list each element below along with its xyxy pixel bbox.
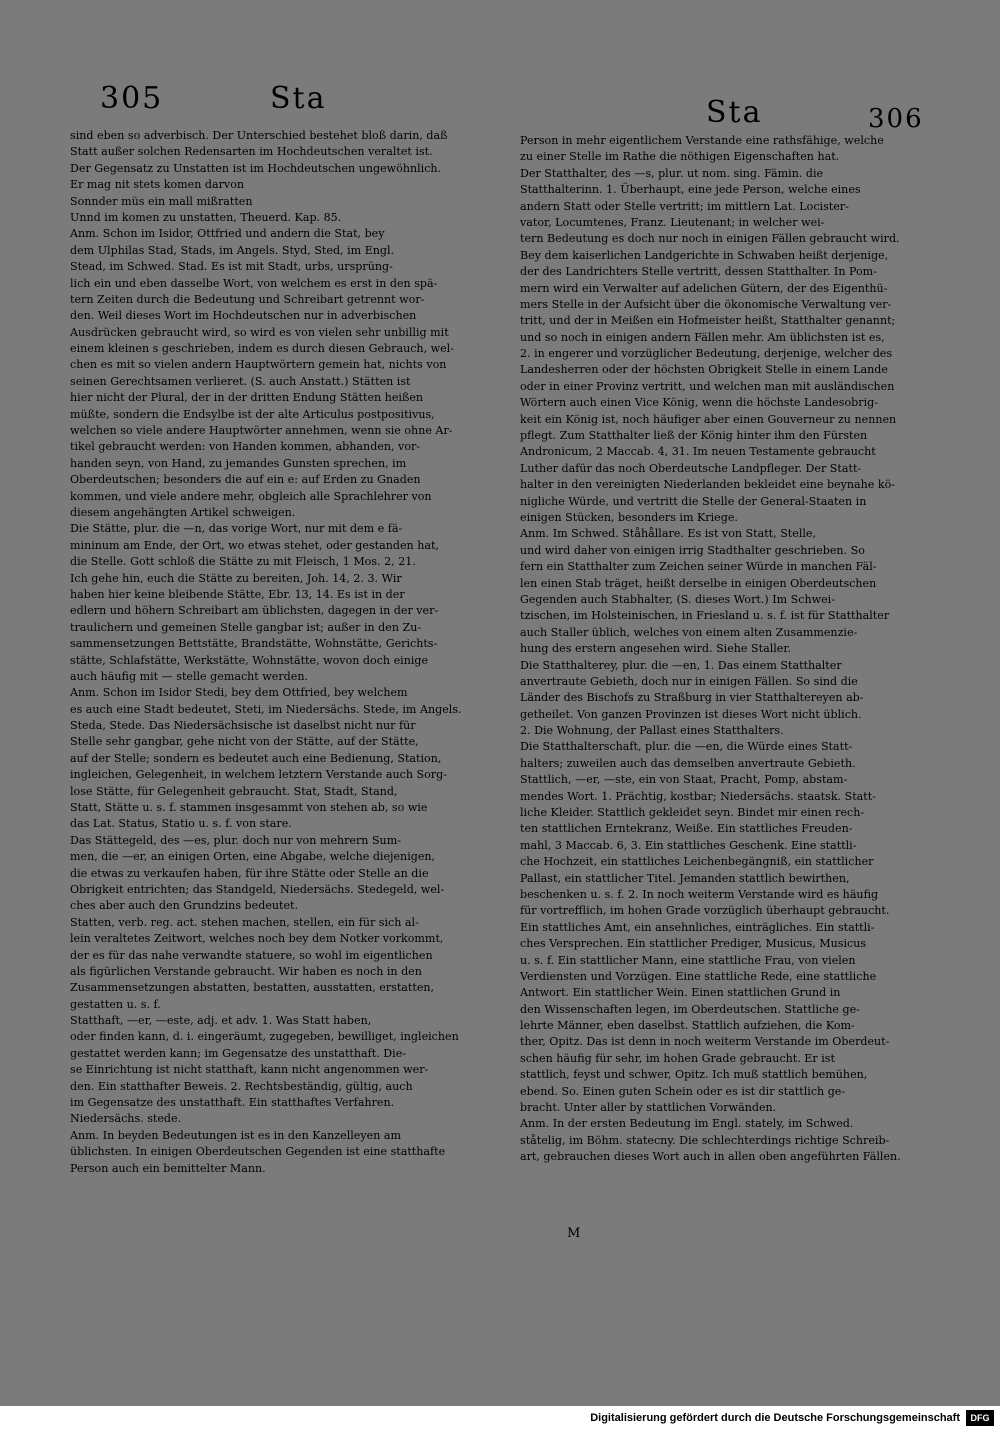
text-column-right — [520, 133, 920, 1249]
text-line: Die Statthalterey, plur. die —en, 1. Das einem Statthalter — [520, 658, 842, 672]
text-line: Pallast, ein stattlicher Titel. Jemanden stattlich bewirthen, — [520, 871, 850, 885]
text-line: Landesherren oder der höchsten Obrigkeit Stelle in einem Lande — [520, 363, 888, 377]
text-line: und so noch in einigen andern Fällen mehr. Am üblichsten ist es, — [520, 330, 885, 344]
running-head-left: Sta — [270, 81, 327, 116]
text-line: ther, Opitz. Das ist denn in noch weiterm Verstande im Oberdeut- — [520, 1035, 890, 1049]
text-line: gestatten u. s. f. — [70, 997, 161, 1011]
text-line: Ausdrücken gebraucht wird, so wird es von vielen sehr unbillig mit — [70, 325, 449, 339]
text-line: Anm. Im Schwed. Ståhållare. Es ist von Statt, Stelle, — [520, 527, 817, 541]
text-line: welchen so viele andere Hauptwörter annehmen, wenn sie ohne Ar- — [70, 424, 453, 438]
text-line: lose Stätte, für Gelegenheit gebraucht. Stat, Stadt, Stand, — [70, 784, 398, 798]
text-line: beschenken u. s. f. 2. In noch weiterm Verstande wird es häufig — [520, 887, 879, 901]
text-line: Niedersächs. stede. — [70, 1112, 182, 1126]
dfg-logo: DFG — [966, 1410, 994, 1426]
text-line: edlern und höhern Schreibart am üblichsten, dagegen in der ver- — [70, 604, 439, 618]
text-line: Der Statthalter, des —s, plur. ut nom. sing. Fämin. die — [520, 166, 824, 180]
text-line: Statthaft, —er, —este, adj. et adv. 1. Was Statt haben, — [70, 1014, 372, 1028]
text-line: tritt, und der in Meißen ein Hofmeister heißt, Statthalter genannt; — [520, 314, 896, 328]
text-line: lehrte Männer, eben daselbst. Stattlich aufziehen, die Kom- — [520, 1019, 855, 1033]
text-line: Anm. Schon im Isidor Stedi, bey dem Ottfried, bey welchem — [70, 686, 408, 700]
text-line: ebend. So. Einen guten Schein oder es ist dir stattlich ge- — [520, 1084, 846, 1098]
text-line: mahl, 3 Maccab. 6, 3. Ein stattliches Geschenk. Eine stattli- — [520, 838, 857, 852]
text-line: Zusammensetzungen abstatten, bestatten, ausstatten, erstatten, — [70, 981, 435, 995]
text-line: Statt außer solchen Redensarten im Hochdeutschen veraltet ist. — [70, 145, 433, 159]
text-line: den. Weil dieses Wort im Hochdeutschen nur in adverbischen — [70, 309, 417, 323]
text-line: nigliche Würde, und vertritt die Stelle der General-Staaten in — [520, 494, 867, 508]
text-line: hier nicht der Plural, der in der dritten Endung Stätten heißen — [70, 391, 424, 405]
text-line: Wörtern auch einen Vice König, wenn die höchste Landesobrig- — [520, 396, 878, 410]
text-line: ståtelig, im Böhm. statecny. Die schlechterdings richtige Schreib- — [520, 1133, 890, 1147]
text-line: mern wird ein Verwalter auf adelichen Gütern, der des Eigenthü- — [520, 281, 888, 295]
text-line: kommen, und viele andere mehr, obgleich alle Sprachlehrer von — [70, 489, 432, 503]
text-line: bracht. Unter aller by stattlichen Vorwänden. — [520, 1101, 777, 1115]
text-line: es auch eine Stadt bedeutet, Steti, im Niedersächs. Stede, im Angels. — [70, 702, 462, 716]
text-line: der des Landrichters Stelle vertritt, dessen Statthalter. In Pom- — [520, 265, 877, 279]
text-line: die etwas zu verkaufen haben, für ihre Stätte oder Stelle an die — [70, 866, 429, 880]
text-line: im Gegensatze des unstatthaft. Ein statthaftes Verfahren. — [70, 1096, 395, 1110]
text-line: müßte, sondern die Endsylbe ist der alte Articulus postpositivus, — [70, 407, 435, 421]
text-line: Ich gehe hin, euch die Stätte zu bereiten, Joh. 14, 2. 3. Wir — [70, 571, 402, 585]
text-line: haben hier keine bleibende Stätte, Ebr. 13, 14. Es ist in der — [70, 587, 405, 601]
text-line: se Einrichtung ist nicht statthaft, kann nicht angenommen wer- — [70, 1063, 429, 1077]
text-line: fern ein Statthalter zum Zeichen seiner Würde in manchen Fäl- — [520, 560, 877, 574]
text-line: halter in den vereinigten Niederlanden bekleidet eine beynahe kö- — [520, 478, 896, 492]
text-line: Der Gegensatz zu Unstatten ist im Hochdeutschen ungewöhnlich. — [70, 161, 442, 175]
text-line: Statten, verb. reg. act. stehen machen, stellen, ein für sich al- — [70, 915, 419, 929]
text-line: art, gebrauchen dieses Wort auch in allen oben angeführten Fällen. — [520, 1150, 901, 1164]
text-line: Obrigkeit entrichten; das Standgeld, Niedersächs. Stedegeld, wel- — [70, 882, 445, 896]
text-line: Oberdeutschen; besonders die auf ein e: auf Erden zu Gnaden — [70, 473, 421, 487]
text-line: oder in einer Provinz vertritt, und welchen man mit ausländischen — [520, 379, 895, 393]
text-line: den Wissenschaften legen, im Oberdeutschen. Stattliche ge- — [520, 1002, 860, 1016]
text-line: Anm. In beyden Bedeutungen ist es in den Kanzelleyen am — [70, 1128, 401, 1142]
page-number-right: 306 — [868, 104, 924, 134]
running-head-right: Sta — [706, 95, 763, 130]
text-line: auch Staller üblich, welches von einem alten Zusammenzie- — [520, 625, 858, 639]
text-line: die Stelle. Gott schloß die Stätte zu mit Fleisch, 1 Mos. 2, 21. — [70, 555, 416, 569]
text-line: keit ein König ist, noch häufiger aber einen Gouverneur zu nennen — [520, 412, 897, 426]
text-line: stattlich, feyst und schwer, Opitz. Ich muß stattlich bemühen, — [520, 1068, 868, 1082]
text-line: mendes Wort. 1. Prächtig, kostbar; Niedersächs. staatsk. Statt- — [520, 789, 876, 803]
text-line: pflegt. Zum Statthalter ließ der König hinter ihm den Fürsten — [520, 429, 868, 443]
text-line: hung des erstern angesehen wird. Siehe Staller. — [520, 642, 791, 656]
text-line: Verdiensten und Vorzügen. Eine stattliche Rede, eine stattliche — [520, 969, 877, 983]
footer-bar — [0, 1406, 1000, 1432]
text-line: vator, Locumtenes, Franz. Lieutenant; in welcher wei- — [520, 215, 825, 229]
text-line: getheilet. Von ganzen Provinzen ist dieses Wort nicht üblich. — [520, 707, 862, 721]
text-line: auch häufig mit — stelle gemacht werden. — [70, 669, 308, 683]
funding-credit: Digitalisierung gefördert durch die Deutsche Forschungsgemeinschaft — [590, 1412, 960, 1424]
text-line: Gegenden auch Stabhalter, (S. dieses Wort.) Im Schwei- — [520, 592, 835, 606]
text-line: den. Ein statthafter Beweis. 2. Rechtsbeständig, gültig, auch — [70, 1079, 413, 1093]
text-line: Er mag nit stets komen darvon — [70, 178, 245, 192]
text-line: handen seyn, von Hand, zu jemandes Gunsten sprechen, im — [70, 456, 407, 470]
text-line: Länder des Bischofs zu Straßburg in vier Statthaltereyen ab- — [520, 691, 864, 705]
text-line: der es für das nahe verwandte statuere, so wohl im eigentlichen — [70, 948, 433, 962]
text-line: sind eben so adverbisch. Der Unterschied bestehet bloß darin, daß — [70, 129, 448, 142]
text-line: oder finden kann, d. i. eingeräumt, zugegeben, bewilliget, ingleichen — [70, 1030, 459, 1044]
text-line: 2. Die Wohnung, der Pallast eines Statthalters. — [520, 724, 784, 738]
text-line: Stelle sehr gangbar, gehe nicht von der Stätte, auf der Stätte, — [70, 735, 419, 749]
text-line: traulichern und gemeinen Stelle gangbar ist; außer in den Zu- — [70, 620, 422, 634]
text-line: tzischen, im Holsteinischen, in Friesland u. s. f. ist für Statthalter — [520, 609, 890, 623]
text-line: Person auch ein bemittelter Mann. — [70, 1161, 266, 1175]
text-line: chen es mit so vielen andern Hauptwörtern gemein hat, nichts von — [70, 358, 447, 372]
text-line: sammensetzungen Bettstätte, Brandstätte, Wohnstätte, Gerichts- — [70, 637, 438, 651]
text-line: Unnd im komen zu unstatten, Theuerd. Kap. 85. — [70, 210, 342, 224]
text-line: ches aber auch den Grundzins bedeutet. — [70, 899, 299, 913]
page-number-left: 305 — [100, 81, 164, 116]
text-line: Bey dem kaiserlichen Landgerichte in Schwaben heißt derjenige, — [520, 248, 889, 262]
text-line: Antwort. Ein stattlicher Wein. Einen stattlichen Grund in — [520, 986, 841, 1000]
text-line: Statt, Stätte u. s. f. stammen insgesammt von stehen ab, so wie — [70, 801, 428, 815]
text-line: und wird daher von einigen irrig Stadthalter geschrieben. So — [520, 543, 865, 557]
text-line: Andronicum, 2 Maccab. 4, 31. Im neuen Testamente gebraucht — [520, 445, 876, 459]
text-line: stätte, Schlafstätte, Werkstätte, Wohnstätte, wovon doch einige — [70, 653, 429, 667]
text-line: ten stattlichen Erntekranz, Weiße. Ein stattliches Freuden- — [520, 822, 853, 836]
text-line: mers Stelle in der Aufsicht über die ökonomische Verwaltung ver- — [520, 297, 892, 311]
text-line: Anm. In der ersten Bedeutung im Engl. stately, im Schwed. — [520, 1117, 854, 1131]
text-line: üblichsten. In einigen Oberdeutschen Gegenden ist eine statthafte — [70, 1145, 446, 1159]
text-line: gestattet werden kann; im Gegensatze des unstatthaft. Die- — [70, 1046, 407, 1060]
text-line: Luther dafür das noch Oberdeutsche Landpfleger. Der Statt- — [520, 461, 862, 475]
text-line: dem Ulphilas Stad, Stads, im Angels. Styd, Sted, im Engl. — [70, 243, 395, 257]
text-line: als figürlichen Verstande gebraucht. Wir haben es noch in den — [70, 964, 422, 978]
text-line: lein veraltetes Zeitwort, welches noch bey dem Notker vorkommt, — [70, 932, 444, 946]
text-line: Ein stattliches Amt, ein ansehnliches, einträgliches. Ein stattli- — [520, 920, 875, 934]
text-column-left — [70, 128, 500, 1294]
text-line: Das Stättegeld, des —es, plur. doch nur von mehrern Sum- — [70, 833, 401, 847]
text-line: liche Kleider. Stattlich gekleidet seyn. Bindet mir einen rech- — [520, 806, 865, 820]
text-line: Stead, im Schwed. Stad. Es ist mit Stadt, urbs, ursprüng- — [70, 260, 393, 274]
text-line: len einen Stab träget, heißt derselbe in einigen Oberdeutschen — [520, 576, 877, 590]
text-line: seinen Gerechtsamen verlieret. (S. auch Anstatt.) Stätten ist — [70, 374, 411, 388]
text-line: tikel gebraucht werden: von Handen kommen, abhanden, vor- — [70, 440, 421, 454]
text-line: ingleichen, Gelegenheit, in welchem letztern Verstande auch Sorg- — [70, 768, 447, 782]
text-line: andern Statt oder Stelle vertritt; im mittlern Lat. Locister- — [520, 199, 849, 213]
text-line: halters; zuweilen auch das demselben anvertraute Gebieth. — [520, 756, 856, 770]
text-line: men, die —er, an einigen Orten, eine Abgabe, welche diejenigen, — [70, 850, 436, 864]
text-line: einem kleinen s geschrieben, indem es durch diesen Gebrauch, wel- — [70, 342, 454, 356]
text-line: 2. in engerer und vorzüglicher Bedeutung, derjenige, welcher des — [520, 347, 893, 361]
text-line: schen häufig für sehr, im hohen Grade gebraucht. Er ist — [520, 1051, 835, 1065]
text-line: Statthalterinn. 1. Überhaupt, eine jede Person, welche eines — [520, 183, 861, 197]
text-line: einigen Stücken, besonders im Kriege. — [520, 510, 738, 524]
text-line: lich ein und eben dasselbe Wort, von welchem es erst in den spä- — [70, 276, 438, 290]
text-line: Anm. Schon im Isidor, Ottfried und andern die Stat, bey — [70, 227, 385, 241]
text-line: diesem angehängten Artikel schweigen. — [70, 505, 296, 519]
text-line: che Hochzeit, ein stattliches Leichenbegängniß, ein stattlicher — [520, 855, 874, 869]
text-line: auf der Stelle; sondern es bedeutet auch eine Bedienung, Station, — [70, 751, 442, 765]
text-line: Stattlich, —er, —ste, ein von Staat, Pracht, Pomp, abstam- — [520, 773, 848, 787]
text-line: Sonnder müs ein mall mißratten — [70, 194, 253, 208]
text-line: ches Versprechen. Ein stattlicher Prediger, Musicus, Musicus — [520, 937, 867, 951]
text-line: u. s. f. Ein stattlicher Mann, eine stattliche Frau, von vielen — [520, 953, 856, 967]
text-line: Die Stätte, plur. die —n, das vorige Wort, nur mit dem e fä- — [70, 522, 403, 536]
text-line: Person in mehr eigentlichem Verstande eine rathsfähige, welche — [520, 134, 884, 147]
catchword: M — [567, 1226, 581, 1241]
text-line: Steda, Stede. Das Niedersächsische ist daselbst nicht nur für — [70, 719, 416, 733]
text-line: Die Statthalterschaft, plur. die —en, die Würde eines Statt- — [520, 740, 853, 754]
text-line: für vortrefflich, im hohen Grade vorzüglich überhaupt gebraucht. — [520, 904, 890, 918]
text-line: tern Bedeutung es doch nur noch in einigen Fällen gebraucht wird. — [520, 232, 900, 246]
text-line: das Lat. Status, Statio u. s. f. von stare. — [70, 817, 292, 831]
text-line: tern Zeiten durch die Bedeutung und Schreibart getrennt wor- — [70, 292, 425, 306]
text-line: mininum am Ende, der Ort, wo etwas stehet, oder gestanden hat, — [70, 538, 439, 552]
text-line: zu einer Stelle im Rathe die nöthigen Eigenschaften hat. — [520, 150, 840, 164]
text-line: anvertraute Gebieth, doch nur in einigen Fällen. So sind die — [520, 674, 858, 688]
